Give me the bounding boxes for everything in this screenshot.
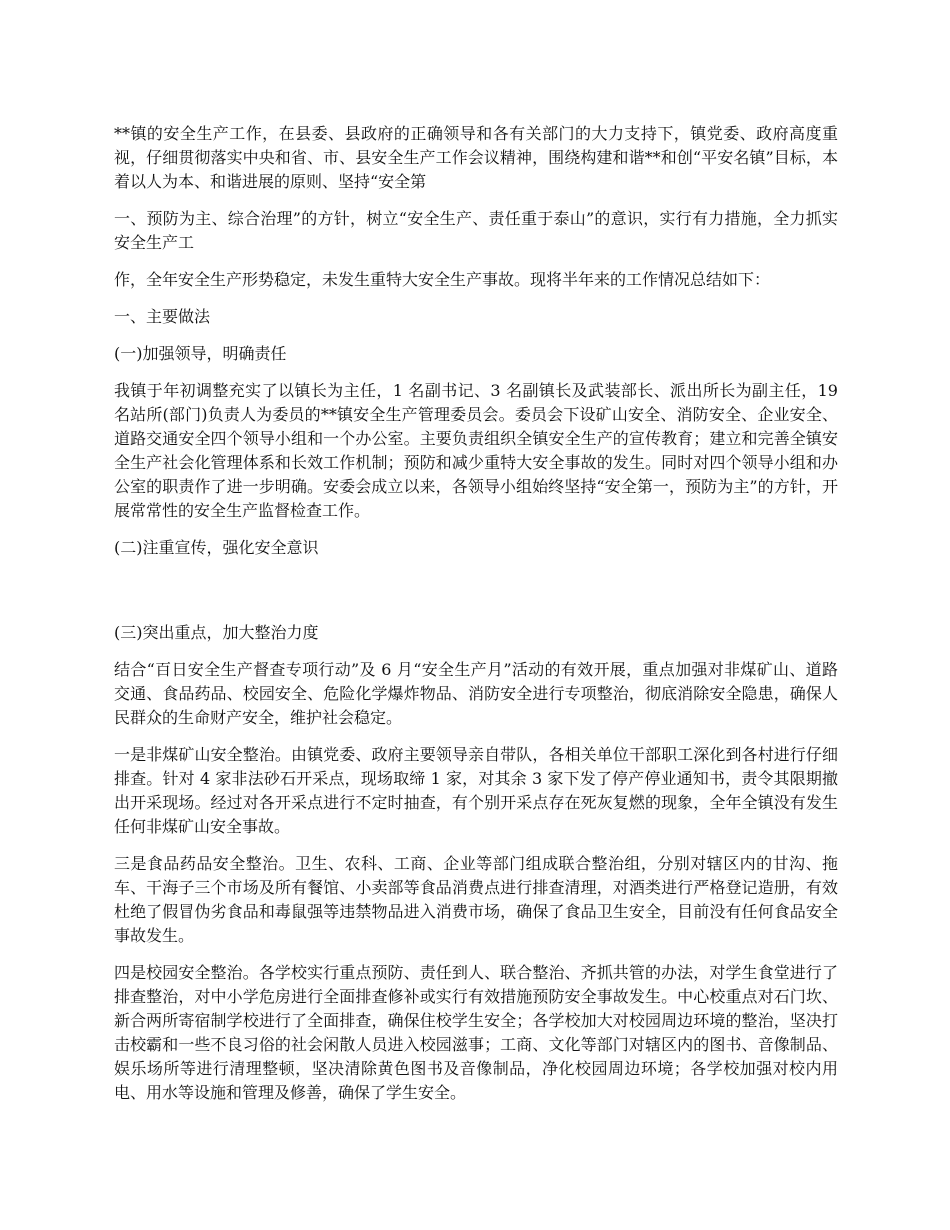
non-coal-mine-paragraph: 一是非煤矿山安全整治。由镇党委、政府主要领导亲自带队，各相关单位干部职工深化到各村进行仔细排查。针对 4 家非法砂石开采点，现场取缔 1 家，对其余 3 家下发了停产停业通知书，责令其限期撤出开采现场。经过对各开采点进行不定时抽查，有个别开采点存在死灰复燃的现象，全年全镇没有发生任何非煤矿山安全事故。 xyxy=(114,745,838,836)
blank-gap xyxy=(114,573,838,621)
campus-safety-paragraph: 四是校园安全整治。各学校实行重点预防、责任到人、联合整治、齐抓共管的办法，对学生食堂进行了排查整治，对中小学危房进行全面排查修补或实行有效措施预防安全事故发生。中心校重点对石门坎、新合两所寄宿制学校进行了全面排查，确保住校学生安全；各学校加大对校园周边环境的整治，坚决打击校霸和一些不良习俗的社会闲散人员进入校园滋事；工商、文化等部门对辖区内的图书、音像制品、娱乐场所等进行清理整顿，坚决清除黄色图书及音像制品，净化校园周边环境；各学校加强对校内用电、用水等设施和管理及修善，确保了学生安全。 xyxy=(114,963,838,1102)
subsection-heading-publicity: (二)注重宣传，强化安全意识 xyxy=(114,538,319,557)
intro-paragraph-continued: 一、预防为主、综合治理”的方针，树立“安全生产、责任重于泰山”的意识，实行有力措施，全力抓实安全生产工 xyxy=(114,209,838,252)
leadership-paragraph: 我镇于年初调整充实了以镇长为主任，1 名副书记、3 名副镇长及武装部长、派出所长为副主任，19 名站所(部门)负责人为委员的**镇安全生产管理委员会。委员会下设矿山安全、消防安全、企业安全、道路交通安全四个领导小组和一个办公室。主要负责组织全镇安全生产的宣传教育；建立和完善全镇安全生产社会化管理体系和长效工作机制；预防和减少重特大安全事故的发生。同时对四个领导小组和办公室的职责作了进一步明确。安委会成立以来，各领导小组始终坚持“安全第一，预防为主”的方针，开展常常性的安全生产监督检查工作。 xyxy=(114,381,838,520)
subsection-heading-key-rectification: (三)突出重点，加大整治力度 xyxy=(114,623,319,642)
subsection-heading-leadership: (一)加强领导，明确责任 xyxy=(114,344,287,363)
food-drug-safety-paragraph: 三是食品药品安全整治。卫生、农科、工商、企业等部门组成联合整治组，分别对辖区内的甘沟、拖车、干海子三个市场及所有餐馆、小卖部等食品消费点进行排查清理，对酒类进行严格登记造册，有效杜绝了假冒伪劣食品和毒鼠强等违禁物品进入消费市场，确保了食品卫生安全，目前没有任何食品安全事故发生。 xyxy=(114,854,838,945)
section-heading-main-practices: 一、主要做法 xyxy=(114,307,211,326)
rectification-overview-paragraph: 结合“百日安全生产督查专项行动”及 6 月“安全生产月”活动的有效开展，重点加强对非煤矿山、道路交通、食品药品、校园安全、危险化学爆炸物品、消防安全进行专项整治，彻底消除安全隐患，确保人民群众的生命财产安全，维护社会稳定。 xyxy=(114,660,838,727)
document-page xyxy=(114,122,838,1118)
intro-paragraph: **镇的安全生产工作，在县委、县政府的正确领导和各有关部门的大力支持下，镇党委、政府高度重视，仔细贯彻落实中央和省、市、县安全生产工作会议精神，围绕构建和谐**和创“平安名镇”目标，本着以人为本、和谐进展的原则、坚持“安全第 xyxy=(114,124,838,191)
intro-paragraph-closing: 作，全年安全生产形势稳定，未发生重特大安全生产事故。现将半年来的工作情况总结如下： xyxy=(114,270,771,289)
